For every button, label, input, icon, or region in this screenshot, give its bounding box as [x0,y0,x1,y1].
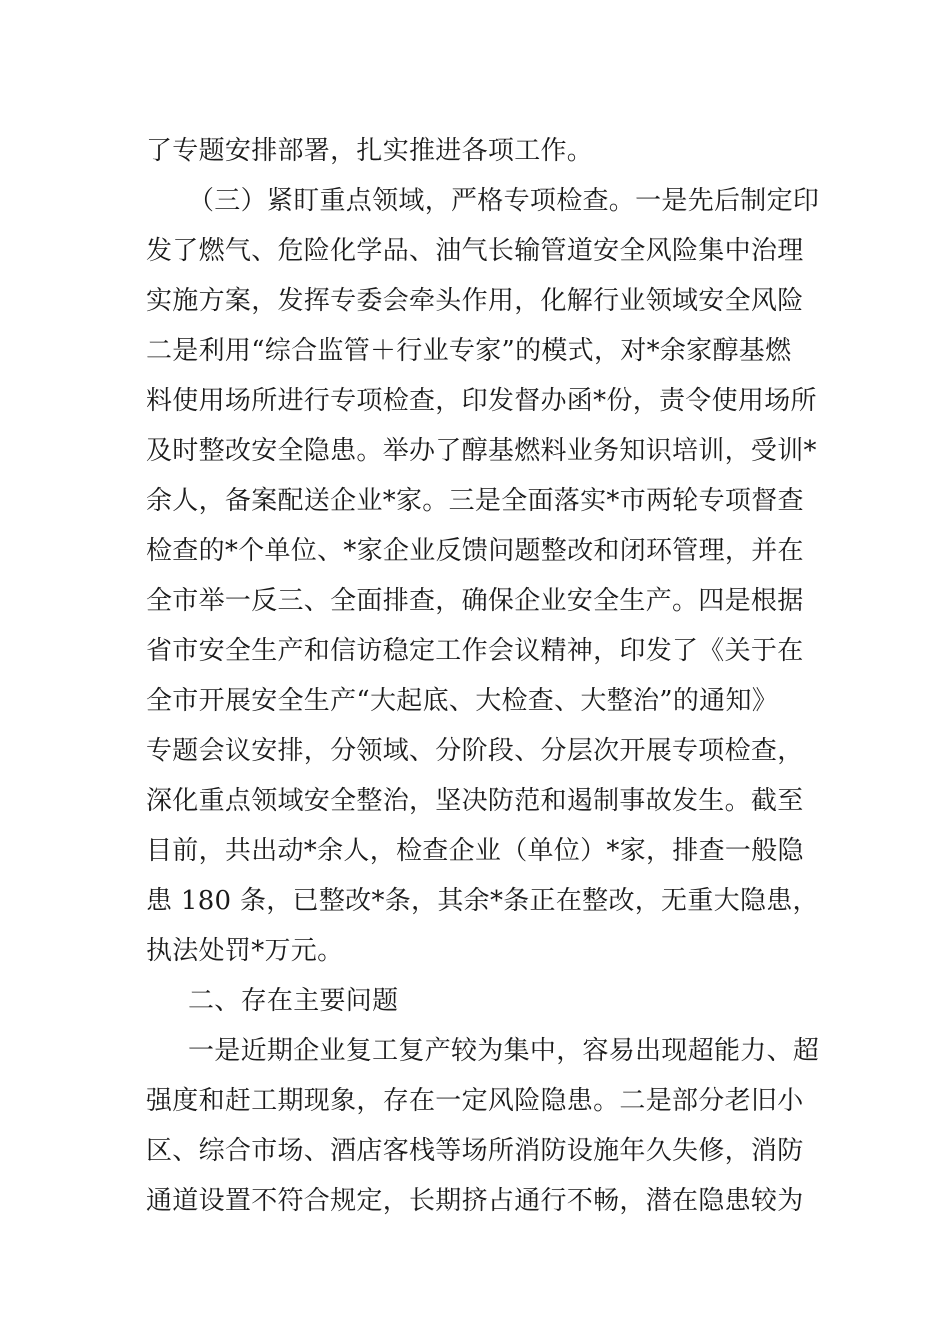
line-text: 强度和赶工期现象，存在一定风险隐患。二是部分老旧小 [146,1086,804,1116]
line-text: 深化重点领域安全整治，坚决防范和遏制事故发生。截至 [146,786,804,816]
line-text: 二是利用“综合监管＋行业专家”的模式，对*余家醇基燃 [146,336,792,366]
line-text: 全市举一反三、全面排查，确保企业安全生产。四是根据 [146,586,804,616]
text-line [0,477,950,526]
text-line [0,577,950,626]
section-heading [0,977,950,1026]
line-text: 区、综合市场、酒店客栈等场所消防设施年久失修，消防 [146,1136,804,1166]
text-line [0,777,950,826]
text-line [0,1077,950,1126]
line-text: 料使用场所进行专项检查，印发督办函*份，责令使用场所 [146,386,817,416]
line-text: 一是近期企业复工复产较为集中，容易出现超能力、超 [188,1036,820,1066]
heading-text: 二、存在主要问题 [188,986,399,1016]
line-text: 及时整改安全隐患。举办了醇基燃料业务知识培训，受训* [146,436,817,466]
text-line [0,627,950,676]
line-text: 了专题安排部署，扎实推进各项工作。 [146,136,594,166]
text-line [0,377,950,426]
line-text: 实施方案，发挥专委会牵头作用，化解行业领域安全风险 [146,286,804,316]
text-line [0,177,950,226]
text-line [0,527,950,576]
line-text: （三）紧盯重点领域，严格专项检查。一是先后制定印 [188,186,820,216]
text-line [0,1027,950,1076]
line-text: 发了燃气、危险化学品、油气长输管道安全风险集中治理 [146,236,804,266]
line-text: 检查的*个单位、*家企业反馈问题整改和闭环管理，并在 [146,536,804,566]
line-text: 通道设置不符合规定，长期挤占通行不畅，潜在隐患较为 [146,1186,804,1216]
text-line [0,277,950,326]
text-line [0,327,950,376]
text-line [0,1177,950,1226]
text-line [0,1127,950,1176]
text-line [0,927,950,976]
line-text: 余人，备案配送企业*家。三是全面落实*市两轮专项督查 [146,486,804,516]
line-text: 执法处罚*万元。 [146,936,344,966]
text-line [0,727,950,776]
text-line [0,677,950,726]
text-line [0,827,950,876]
line-text: 患 180 条，已整改*条，其余*条正在整改，无重大隐患， [146,886,819,916]
line-text: 省市安全生产和信访稳定工作会议精神，印发了《关于在 [146,636,804,666]
text-line [0,877,950,926]
text-line [0,127,950,176]
line-text: 全市开展安全生产“大起底、大检查、大整治”的通知》 [146,686,779,716]
line-text: 目前，共出动*余人，检查企业（单位）*家，排查一般隐 [146,836,804,866]
text-line [0,427,950,476]
text-line [0,227,950,276]
line-text: 专题会议安排，分领域、分阶段、分层次开展专项检查， [146,736,804,766]
